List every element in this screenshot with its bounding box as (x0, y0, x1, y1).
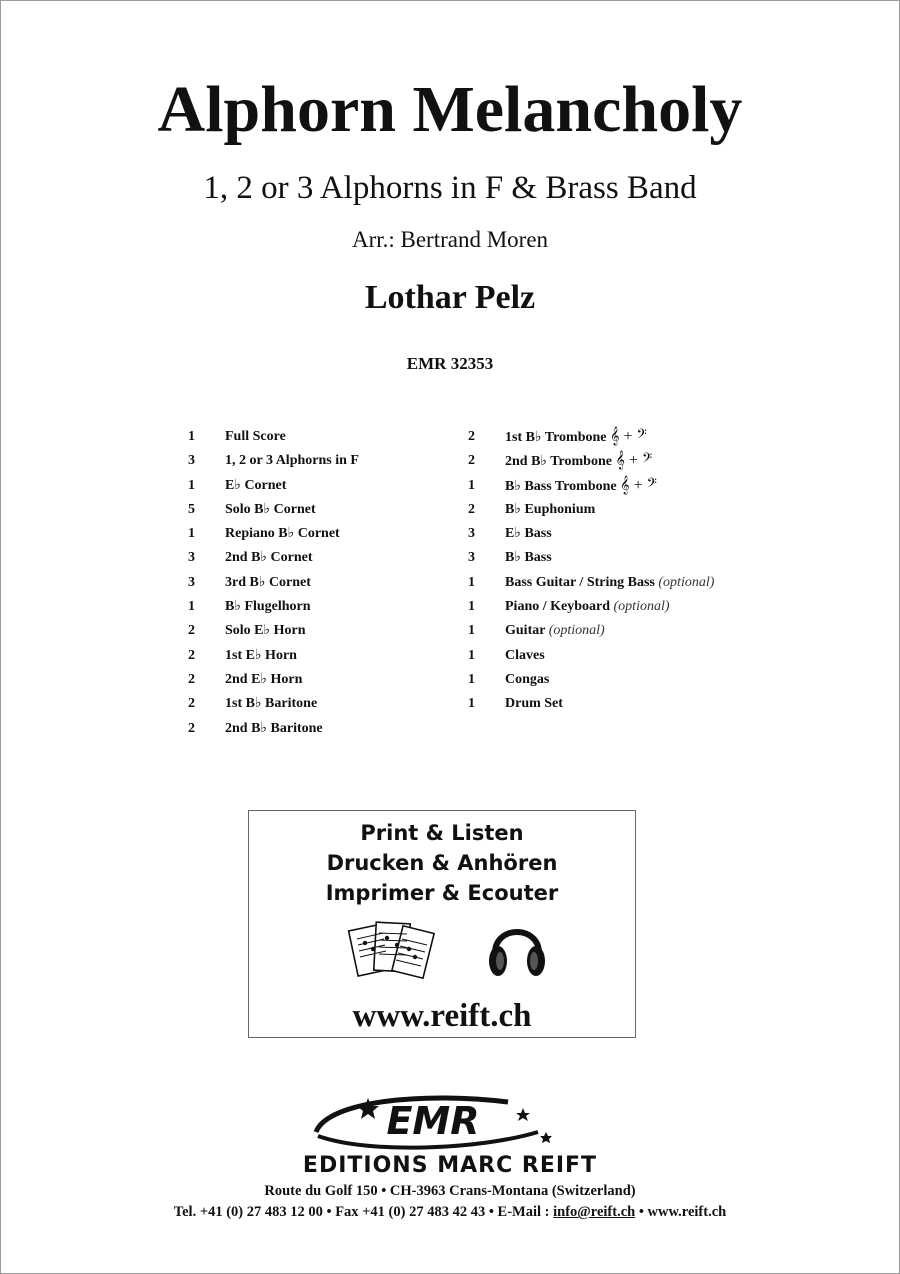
part-name: Congas (505, 671, 550, 687)
part-row (468, 522, 788, 546)
part-row (468, 474, 788, 498)
clef-icon: 𝄞 + 𝄢 (620, 476, 657, 494)
part-row (468, 425, 788, 449)
part-row (468, 546, 788, 570)
print-listen-box[interactable] (248, 810, 636, 1038)
part-qty: 1 (188, 477, 195, 493)
part-name: E♭ Cornet (225, 477, 287, 493)
part-row (468, 595, 788, 619)
part-qty: 3 (188, 453, 195, 469)
part-name: Piano / Keyboard (505, 599, 611, 615)
part-row (468, 571, 788, 595)
composer: Lothar Pelz (364, 279, 536, 316)
optional-note: (optional) (658, 574, 715, 590)
part-name: B♭ Bass Trombone (505, 478, 617, 494)
part-qty: 2 (188, 696, 195, 712)
part-row (188, 668, 458, 692)
sheet-music-icon (347, 917, 437, 987)
part-row (188, 425, 458, 449)
part-qty: 1 (468, 477, 475, 493)
part-name: Bass Guitar / String Bass (505, 574, 655, 590)
emr-logo-icon (308, 1092, 558, 1152)
part-row (188, 595, 458, 619)
part-row (468, 498, 788, 522)
part-qty: 1 (468, 671, 475, 687)
publisher-contact (0, 1202, 900, 1222)
part-qty: 1 (188, 526, 195, 542)
promo-line-de: Drucken & Anhören (326, 851, 558, 875)
contact-phone-fax: Tel. +41 (0) 27 483 12 00 • Fax +41 (0) 27 483 42 43 • E-Mail : (173, 1204, 554, 1220)
part-row (188, 644, 458, 668)
clef-icon: 𝄞 + 𝄢 (610, 428, 647, 445)
part-qty: 2 (468, 453, 475, 469)
catalog-number: EMR 32353 (406, 354, 494, 373)
part-name: Guitar (505, 623, 546, 639)
part-qty: 3 (468, 550, 475, 566)
part-name: E♭ Bass (505, 526, 552, 542)
email-link[interactable]: info@reift.ch (553, 1204, 636, 1220)
part-qty: 2 (188, 647, 195, 663)
promo-line-fr: Imprimer & Ecouter (325, 881, 559, 905)
parts-list-left (188, 425, 458, 741)
part-row (468, 644, 788, 668)
part-name: B♭ Flugelhorn (225, 599, 311, 615)
part-name: 1st E♭ Horn (225, 647, 297, 663)
part-name: Repiano B♭ Cornet (225, 526, 340, 542)
part-row (188, 717, 458, 741)
page-title: Alphorn Melancholy (157, 73, 743, 146)
part-name: B♭ Bass (505, 550, 552, 566)
part-qty: 1 (468, 574, 475, 590)
part-row (188, 474, 458, 498)
part-qty: 5 (188, 501, 195, 517)
part-name: 2nd E♭ Horn (225, 671, 303, 687)
part-name: Solo B♭ Cornet (225, 501, 316, 517)
contact-website[interactable]: • www.reift.ch (635, 1204, 727, 1220)
part-qty: 1 (468, 696, 475, 712)
part-row (188, 692, 458, 716)
part-row (468, 668, 788, 692)
part-qty: 2 (188, 671, 195, 687)
emr-logo-text: EMR (386, 1099, 480, 1143)
arranger: Arr.: Bertrand Moren (351, 227, 549, 252)
part-name: 2nd B♭ Cornet (225, 550, 313, 566)
part-name: Solo E♭ Horn (225, 623, 306, 639)
subtitle: 1, 2 or 3 Alphorns in F & Brass Band (203, 170, 697, 206)
part-qty: 2 (468, 429, 475, 444)
part-name: 2nd B♭ Baritone (225, 720, 323, 736)
promo-url[interactable]: www.reift.ch (352, 998, 532, 1034)
part-qty: 3 (188, 550, 195, 566)
part-name: 1st B♭ Trombone (505, 430, 607, 445)
part-row (468, 449, 788, 473)
part-qty: 2 (188, 623, 195, 639)
clef-icon: 𝄞 + 𝄢 (615, 452, 653, 470)
part-row (188, 619, 458, 643)
part-qty: 2 (468, 501, 475, 517)
part-qty: 1 (468, 599, 475, 615)
optional-note: (optional) (613, 599, 670, 615)
parts-list-right (468, 425, 788, 717)
part-qty: 1 (468, 623, 475, 639)
part-qty: 1 (468, 647, 475, 663)
part-row (188, 498, 458, 522)
part-name: 2nd B♭ Trombone (505, 454, 612, 470)
part-qty: 3 (188, 574, 195, 590)
part-qty: 3 (468, 526, 475, 542)
part-name: B♭ Euphonium (505, 501, 596, 517)
part-qty: 1 (188, 429, 195, 444)
part-qty: 1 (188, 599, 195, 615)
promo-line-en: Print & Listen (360, 821, 524, 845)
part-name: 1, 2 or 3 Alphorns in F (225, 453, 359, 469)
part-row (188, 449, 458, 473)
part-qty: 2 (188, 720, 195, 736)
part-name: Full Score (225, 429, 286, 444)
part-name: 1st B♭ Baritone (225, 696, 318, 712)
part-row (468, 619, 788, 643)
part-name: 3rd B♭ Cornet (225, 574, 311, 590)
headphones-icon (487, 915, 547, 981)
optional-note: (optional) (548, 623, 605, 639)
part-row (188, 546, 458, 570)
publisher-address: Route du Golf 150 • CH-3963 Crans-Montana (Switzerland) (264, 1183, 636, 1199)
part-row (188, 571, 458, 595)
publisher-name: EDITIONS MARC REIFT (302, 1153, 598, 1178)
part-row (188, 522, 458, 546)
part-row (468, 692, 788, 716)
part-name: Drum Set (505, 696, 563, 712)
part-name: Claves (505, 647, 545, 663)
